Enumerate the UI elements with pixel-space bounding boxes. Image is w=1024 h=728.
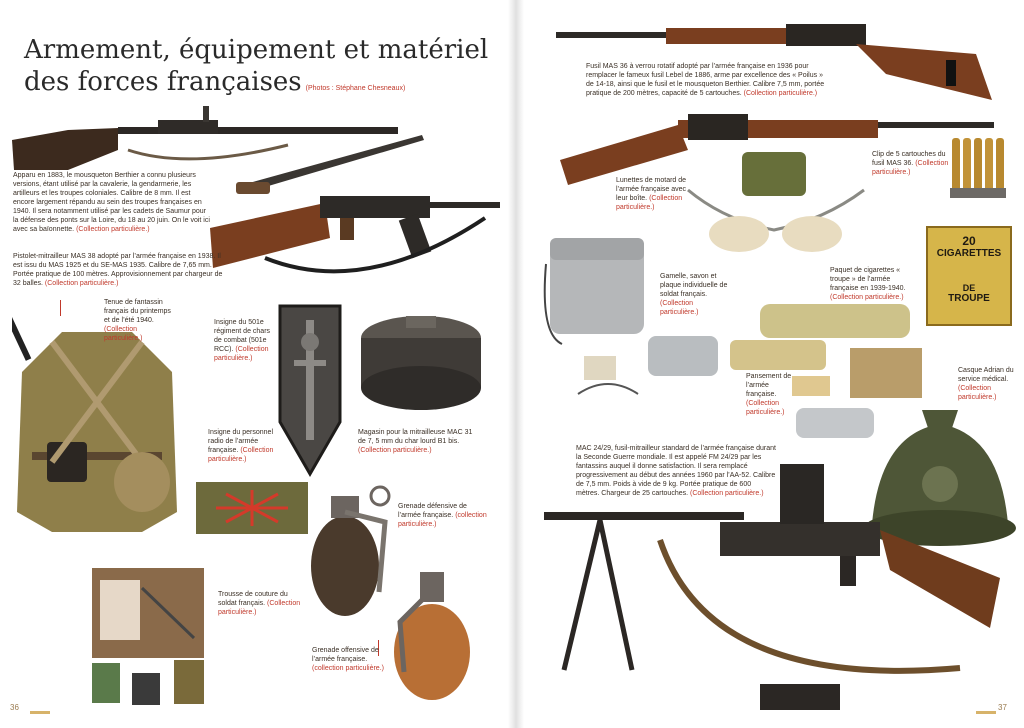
pack-line-4: TROUPE xyxy=(948,293,990,304)
caption-mousqueton xyxy=(13,171,213,234)
title-line-2: des forces françaises xyxy=(24,67,302,97)
caption-collection: (Collection particulière.) xyxy=(358,447,432,454)
mac31-drum-magazine-image xyxy=(356,308,486,418)
caption-cigarettes xyxy=(830,266,920,302)
caption-text: Gamelle, savon et plaque individuelle de soldat français. xyxy=(660,273,728,298)
caption-collection: (Collection particulière.) xyxy=(872,160,949,176)
caption-text: Pistolet-mitrailleur MAS 38 adopté par l’armée française en 1938. Il est issu du MAS 1925 et du SE-MAS 1935. Calibre de 7,65 mm. Portée pratique de 100 mètres. Approvisionnement par chargeur de 32 balles. xyxy=(13,253,223,287)
caption-trousse xyxy=(218,590,308,617)
caption-collection: (Collection particulière.) xyxy=(218,600,301,616)
sewing-kit-image xyxy=(82,548,214,710)
caption-mas38 xyxy=(13,252,223,288)
caption-text: Trousse de couture du soldat français. xyxy=(218,591,288,607)
caption-pansement xyxy=(746,372,792,417)
page-title xyxy=(24,34,488,105)
caption-collection: (Collection particulière.) xyxy=(958,385,997,401)
insigne-501-rcc-image xyxy=(276,302,344,478)
caption-text: Magasin pour la mitrailleuse MAC 31 de 7, 5 mm du char lourd B1 bis. xyxy=(358,429,473,445)
caption-text: Fusil MAS 36 à verrou rotatif adopté par l’armée française en 1936 pour remplacer le fameux fusil Lebel de 1886, arme par excellence des « Poilus » de 14-18, ainsi que le fusil et le mousqueton Berthier. Calibre 7,5 mm, portée pratique de 200 mètres, capacité de 5 cartouches. xyxy=(586,63,825,97)
caption-text: Paquet de cigarettes « troupe » de l’armée française en 1939-1940. xyxy=(830,267,906,292)
caption-insigne-chars xyxy=(214,318,272,363)
caption-collection: (Collection particulière.) xyxy=(44,280,119,287)
caption-collection: (Collection particulière.) xyxy=(104,326,143,342)
caption-insigne-radio xyxy=(208,428,278,464)
caption-collection: (Collection particulière.) xyxy=(660,300,699,316)
motorcycle-goggles-image xyxy=(684,150,868,260)
pack-line-1: 20 xyxy=(962,234,976,248)
insigne-radio-image xyxy=(196,482,308,534)
photo-credit: (Photos : Stéphane Chesneaux) xyxy=(305,85,406,92)
caption-magasin xyxy=(358,428,478,455)
page-gutter xyxy=(508,0,524,728)
caption-casque xyxy=(958,366,1018,402)
caption-collection: (Collection particulière.) xyxy=(743,90,818,97)
caption-text: Grenade défensive de l’armée française. xyxy=(398,503,467,519)
caption-text: Insigne du 501e régiment de chars de combat (501e RCC). xyxy=(214,319,271,353)
caption-collection: (collection particulière.) xyxy=(312,665,384,672)
title-line-1: Armement, équipement et matériel xyxy=(24,35,489,65)
caption-collection: (Collection particulière.) xyxy=(746,400,785,416)
footer-bar-right xyxy=(976,711,996,714)
caption-collection: (Collection particulière.) xyxy=(690,490,764,497)
caption-grenade-def xyxy=(398,502,488,529)
caption-collection: (Collection particulière.) xyxy=(830,294,904,301)
caption-lunettes xyxy=(616,176,692,212)
page-number-right: 37 xyxy=(998,703,1007,712)
caption-collection: (collection particulière.) xyxy=(398,512,487,528)
leader-line xyxy=(60,300,61,316)
caption-text: Insigne du personnel radio de l’armée française. xyxy=(208,429,273,454)
page-number-left: 36 xyxy=(10,703,19,712)
cartridge-clip-image xyxy=(948,132,1008,204)
caption-collection: (Collection particulière.) xyxy=(214,346,269,362)
caption-collection: (Collection particulière.) xyxy=(76,226,150,233)
caption-mas36 xyxy=(586,62,828,98)
caption-collection: (Collection particulière.) xyxy=(616,195,683,211)
grenade-offensive-image xyxy=(388,562,478,712)
soap-and-dog-tag-image xyxy=(568,334,728,414)
cigarette-pack-image xyxy=(926,226,1012,326)
infantry-uniform-image xyxy=(12,312,182,542)
mas38-smg-image xyxy=(205,158,505,288)
caption-text: Clip de 5 cartouches du fusil MAS 36. xyxy=(872,151,946,167)
caption-text: Tenue de fantassin français du printemps et de l’été 1940. xyxy=(104,299,171,324)
caption-tenue xyxy=(104,298,174,343)
caption-gamelle xyxy=(660,272,732,317)
caption-grenade-off xyxy=(312,646,392,673)
caption-text: Apparu en 1883, le mousqueton Berthier a connu plusieurs versions, étant utilisé par la cavalerie, la gendarmerie, les artilleurs et les troupes coloniales. Calibre de 8 mm. Il est encore largement répandu au sein des troupes françaises en 1940. Il sera notamment utilisé par les cadets de Saumur pour la défense des ponts sur la Loire, du 18 au 20 juin. On le voit ici avec sa baïonnette. xyxy=(13,172,210,233)
caption-text: Casque Adrian du service médical. xyxy=(958,367,1014,383)
caption-text: Lunettes de motard de l’armée française avec leur boîte. xyxy=(616,177,687,202)
caption-clip xyxy=(872,150,952,177)
caption-text: Grenade offensive de l’armée française. xyxy=(312,647,379,663)
grenade-defensive-image xyxy=(305,482,397,622)
caption-collection: (Collection particulière.) xyxy=(208,447,274,463)
pack-line-3: DE xyxy=(962,283,976,293)
footer-bar-left xyxy=(30,711,50,714)
mac2429-lmg-image xyxy=(540,460,1012,716)
caption-text: MAC 24/29, fusil-mitrailleur standard de l’armée française durant la Seconde Guerre mondiale. Il est appelé FM 24/29 par les fantassins auquel il donne satisfaction. Il sera remplacé progressivement au début des années 1960 par l’AA-52. Calibre de 7,5 mm. Poids à vide de 9 kg. Portée pratique de 600 mètres. Chargeur de 25 cartouches. xyxy=(576,445,776,497)
pack-line-2: CIGARETTES xyxy=(936,248,1002,259)
caption-text: Pansement de l’armée française. xyxy=(746,373,792,398)
